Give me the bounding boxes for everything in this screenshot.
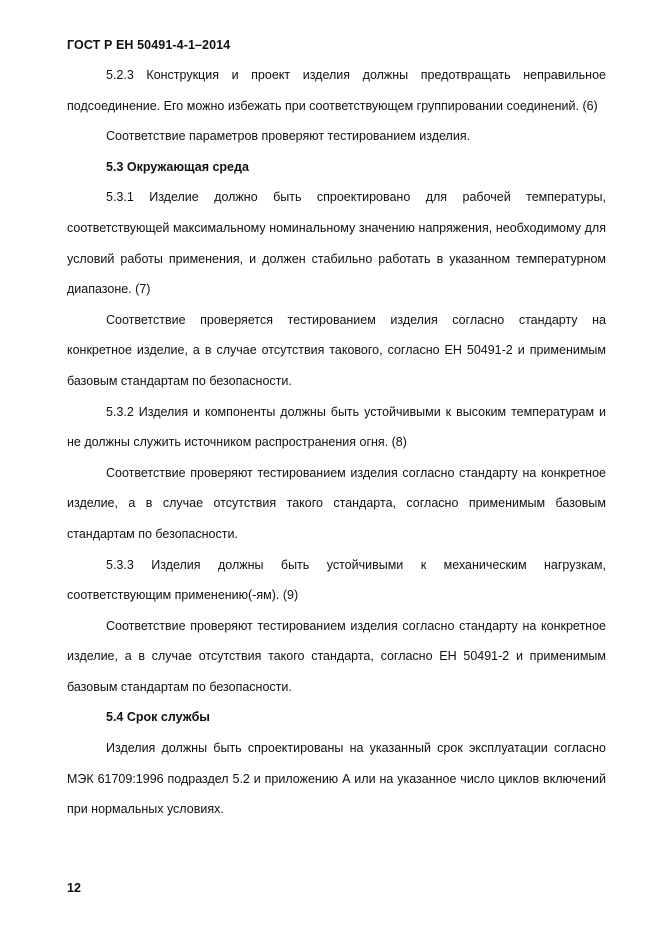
paragraph-5-3-2-compliance: Соответствие проверяют тестированием изделия согласно стандарту на конкретное изделие, а в случае отсутствия такого стандарта, согласно применимым базовым стандартам по безопасности.: [67, 465, 606, 541]
paragraph-5-2-3: 5.2.3 Конструкция и проект изделия должны предотвращать неправильное подсоединение. Его можно избежать при соответствующем группировании соединений. (6): [67, 68, 606, 113]
paragraph-5-4: Изделия должны быть спроектированы на указанный срок эксплуатации согласно МЭК 61709:1996 подраздел 5.2 и приложению А или на указанное число циклов включений при нормальных условиях.: [67, 741, 606, 817]
paragraph-5-3-1-compliance: Соответствие проверяется тестированием изделия согласно стандарту на конкретное изделие, а в случае отсутствия такового, согласно ЕН 50491-2 и применимым базовым стандартам по безопасности.: [67, 312, 606, 388]
section-heading-5-3: 5.3 Окружающая среда: [106, 159, 249, 174]
paragraph-5-3-2: 5.3.2 Изделия и компоненты должны быть устойчивыми к высоким температурам и не должны служить источником распространения огня. (8): [67, 404, 606, 450]
section-heading-5-4: 5.4 Срок службы: [106, 710, 210, 725]
paragraph-5-3-3: 5.3.3 Изделия должны быть устойчивыми к механическим нагрузкам, соответствующим применению(-ям). (9): [67, 557, 606, 603]
page-number: 12: [67, 881, 81, 895]
document-body: [67, 60, 606, 825]
standard-code-header: ГОСТ Р ЕН 50491-4-1–2014: [67, 38, 231, 52]
paragraph-5-3-1: 5.3.1 Изделие должно быть спроектировано для рабочей температуры, соответствующей максимальному номинальному значению напряжения, необходимому для условий работы применения, и должен стабильно работать в указанном температурном диапазоне. (7): [67, 190, 606, 297]
paragraph-5-2-3-compliance: Соответствие параметров проверяют тестированием изделия.: [106, 129, 471, 144]
paragraph-5-3-3-compliance: Соответствие проверяют тестированием изделия согласно стандарту на конкретное изделие, а в случае отсутствия такого стандарта, согласно ЕН 50491-2 и применимым базовым стандартам по безопасности.: [67, 618, 606, 694]
